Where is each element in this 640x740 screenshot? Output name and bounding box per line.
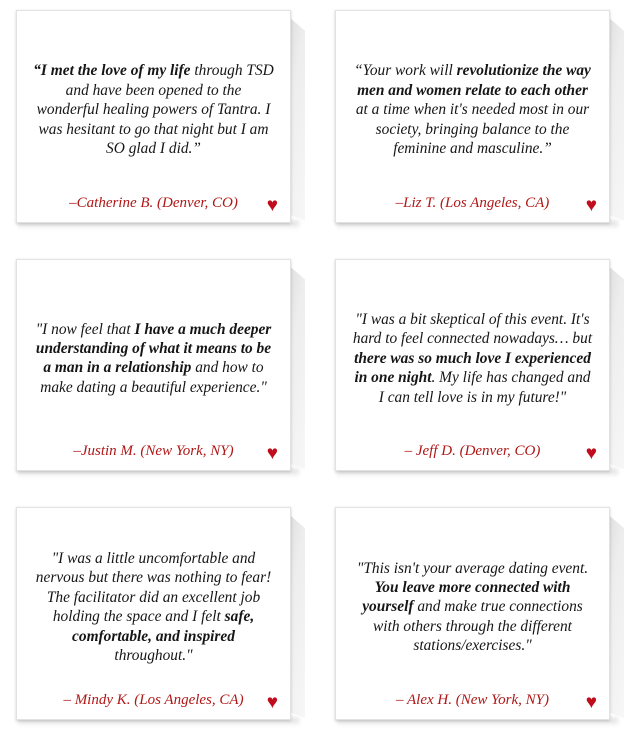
heart-icon: ♥ [266,443,278,465]
attribution-row [350,443,597,465]
testimonial-card-1 [8,6,313,237]
heart-icon: ♥ [585,443,597,465]
quote-text: "I was a little uncomfortable and nervous but there was nothing to fear! The facilitator did an excellent job holding the space and I felt safe, comfortable, and inspired throughout." [35,549,272,664]
attribution-row [31,195,276,214]
quote-text: "I was a bit skeptical of this event. It's hard to feel connected nowadays… but there was so much love I experienced in one night. My life has changed and I can tell love is in my future!" [352,310,593,406]
heart-icon: ♥ [266,692,278,713]
attribution-text: –Justin M. (New York, NY) [73,443,234,460]
attribution-row [31,692,276,711]
card-face [335,507,610,720]
attribution-text: –Catherine B. (Denver, CO) [69,194,238,211]
quote-text: “I met the love of my life through TSD and have been opened to the wonderful healing powers of Tantra. I was hesitant to go that night but I am SO glad I did.” [33,62,274,157]
card-face [16,10,291,223]
card-face [16,259,291,472]
testimonial-card-3 [8,255,313,486]
quote-text: "I now feel that I have a much deeper understanding of what it means to be a man in a relationship and how to make dating a beautiful experience." [35,320,272,396]
card-face [335,259,610,472]
attribution-row [31,443,278,465]
heart-icon: ♥ [585,194,597,216]
attribution-text: – Mindy K. (Los Angeles, CA) [63,692,244,708]
attribution-row [350,195,595,214]
testimonial-card-2 [327,6,632,237]
card-face [335,10,610,223]
quote-text: "This isn't your average dating event. You leave more connected with yourself and make true connections with others through the different stations/exercises." [356,559,589,655]
card-face [16,507,291,720]
heart-icon: ♥ [585,692,597,713]
testimonial-card-5 [8,503,313,734]
attribution-row [350,692,595,711]
testimonial-card-4 [327,255,632,486]
attribution-text: – Jeff D. (Denver, CO) [404,443,541,460]
attribution-text: –Liz T. (Los Angeles, CA) [395,194,550,211]
attribution-text: – Alex H. (New York, NY) [396,692,549,708]
heart-icon: ♥ [266,194,278,216]
testimonial-card-6 [327,503,632,734]
quote-text: “Your work will revolutionize the way men and women relate to each other at a time when it's needed most in our society, bringing balance to the feminine and masculine.” [354,62,591,157]
